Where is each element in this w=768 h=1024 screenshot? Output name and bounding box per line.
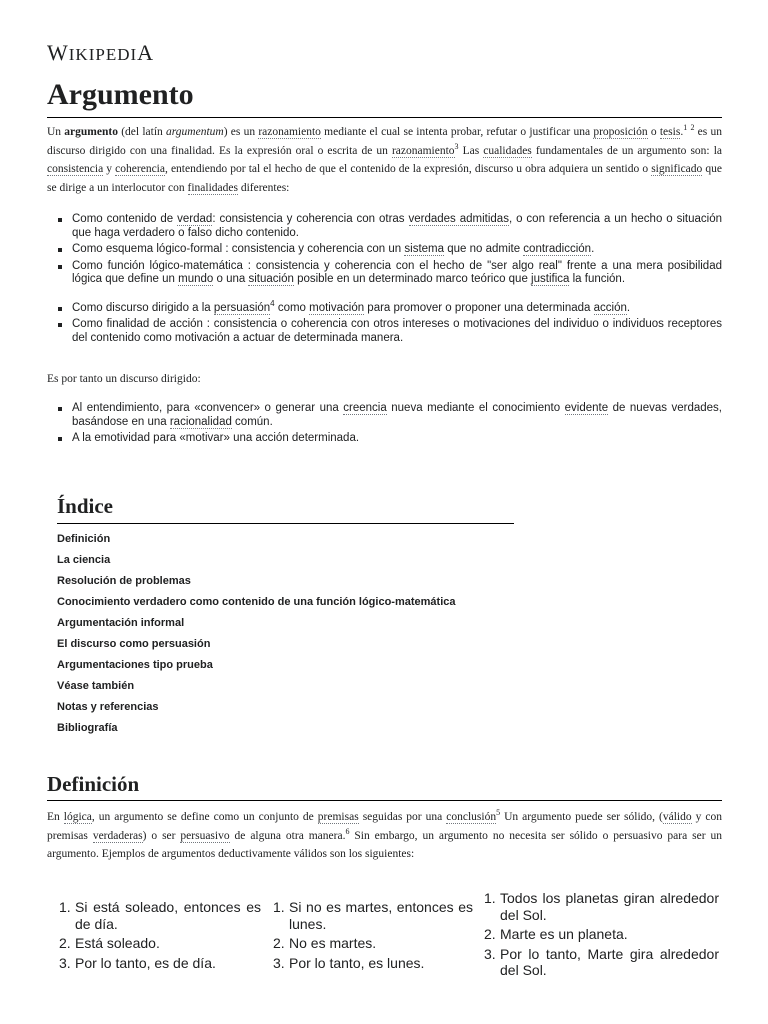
link-creencia[interactable]: creencia <box>343 402 387 414</box>
ref-6[interactable]: 6 <box>345 826 350 836</box>
page-title: Argumento <box>47 78 194 111</box>
list-item: Como contenido de verdad: consistencia y coherencia con otras verdades admitidas, o con referencia a un hecho o situación que haga verdadero o falso dicho contenido. <box>72 213 722 239</box>
ref-1[interactable]: 1 <box>683 123 688 132</box>
definicion-paragraph: En lógica, un argumento se define como un conjunto de premisas seguidas por una conclusión$^5$ Un argumento puede ser sólido, (válido y con premisas verdaderas) o ser persuasivo de alguna otra manera.$^6$ Sin embargo, un argumento no necesita ser sólido o persuasivo para ser un argumento. Ejemplos de argumentos deductivamente válidos son los siguientes: <box>47 808 722 860</box>
link-conclusion[interactable]: conclusión <box>446 811 497 823</box>
list-item: 1. Todos los planetas giran alrededor del Sol. <box>484 890 719 923</box>
list-item: Como esquema lógico-formal : consistencia y coherencia con un sistema que no admite contradicción. <box>72 243 722 257</box>
toc-item-discurso-persuasion[interactable]: El discurso como persuasión <box>57 638 211 650</box>
link-coherencia[interactable]: coherencia <box>115 163 165 175</box>
ref-4[interactable]: 4 <box>270 298 275 308</box>
wikipedia-logo[interactable]: WIKIPEDIA <box>47 40 155 65</box>
section-title-definicion: Definición <box>47 772 140 796</box>
toc-item-argumentacion-informal[interactable]: Argumentación informal <box>57 617 185 629</box>
link-contradiccion[interactable]: contradicción <box>523 243 592 255</box>
list-item: 3. Por lo tanto, es lunes. <box>273 954 425 971</box>
link-persuasion[interactable]: persuasión <box>213 301 271 314</box>
toc-item-bibliografia[interactable]: Bibliografía <box>57 722 118 734</box>
list-item: A la emotividad para «motivar» una acción determinada. <box>72 432 722 446</box>
link-situacion[interactable]: situación <box>248 273 294 285</box>
argument-qualities-list <box>72 213 722 345</box>
link-evidente[interactable]: evidente <box>564 402 609 414</box>
toc-item-argumentaciones-prueba[interactable]: Argumentaciones tipo prueba <box>57 659 213 671</box>
link-justifica[interactable]: justifica <box>531 273 570 285</box>
toc-item-conocimiento[interactable]: Conocimiento verdadero como contenido de una función lógico-matemática <box>57 596 456 608</box>
link-razonamiento-2[interactable]: razonamiento <box>391 144 455 157</box>
link-accion[interactable]: acción <box>593 301 627 314</box>
link-proposicion[interactable]: proposición <box>593 126 648 138</box>
link-verdad[interactable]: verdad <box>177 213 213 225</box>
example-column-3 <box>484 890 719 982</box>
list-item: Como función lógico-matemática : consistencia y coherencia con el hecho de "ser algo real" frente a una mera posibilidad lógica que define un mundo o una situación posible en un determinado marco teórico que justifica la función. <box>72 259 722 285</box>
toc-title: Índice <box>57 494 114 518</box>
list-item: 3. Por lo tanto, Marte gira alrededor del Sol. <box>484 945 719 978</box>
link-racionalidad[interactable]: racionalidad <box>169 415 232 428</box>
link-cualidades[interactable]: cualidades <box>483 144 532 157</box>
ref-5[interactable]: 5 <box>496 808 501 817</box>
table-of-contents <box>57 494 514 742</box>
toc-item-notas[interactable]: Notas y referencias <box>57 701 159 713</box>
link-sistema[interactable]: sistema <box>404 243 445 255</box>
discourse-paragraph: Es por tanto un discurso dirigido: <box>47 373 201 385</box>
link-motivacion[interactable]: motivación <box>309 301 365 314</box>
list-item: 2. No es martes. <box>273 935 377 951</box>
list-item: Como discurso dirigido a la persuasión$^4$ como motivación para promover o proponer una determinada acción. <box>72 302 722 316</box>
list-item: 3. Por lo tanto, es de día. <box>59 954 216 971</box>
link-verdades-admitidas[interactable]: verdades admitidas <box>408 213 509 225</box>
toc-divider <box>57 523 514 524</box>
discourse-list <box>72 402 722 446</box>
link-mundo[interactable]: mundo <box>178 273 214 285</box>
toc-item-la-ciencia[interactable]: La ciencia <box>57 554 111 566</box>
list-item: 1. Si está soleado, entonces es de día. <box>59 899 261 932</box>
ref-3[interactable]: 3 <box>454 141 459 151</box>
link-verdaderas[interactable]: verdaderas <box>92 829 143 842</box>
link-tesis[interactable]: tesis <box>659 126 681 138</box>
toc-list <box>57 532 514 742</box>
list-item: Al entendimiento, para «convencer» o generar una creencia nueva mediante el conocimiento evidente de nuevas verdades, basándose en una racionalidad común. <box>72 402 722 428</box>
link-logica[interactable]: lógica <box>63 811 92 823</box>
list-item: 1. Si no es martes, entonces es lunes. <box>273 899 473 932</box>
title-divider <box>47 117 722 118</box>
ref-2[interactable]: 2 <box>690 123 695 132</box>
toc-item-vease-tambien[interactable]: Véase también <box>57 680 135 692</box>
list-item: 2. Está soleado. <box>59 935 160 951</box>
toc-item-resolucion[interactable]: Resolución de problemas <box>57 575 191 587</box>
section-divider <box>47 800 722 801</box>
toc-item-definicion[interactable]: Definición <box>57 533 111 545</box>
link-consistencia[interactable]: consistencia <box>47 163 104 175</box>
link-razonamiento[interactable]: razonamiento <box>258 126 321 138</box>
link-persuasivo[interactable]: persuasivo <box>180 829 230 842</box>
list-item: 2. Marte es un planeta. <box>484 926 628 942</box>
link-significado[interactable]: significado <box>651 163 703 175</box>
example-column-2 <box>273 899 473 974</box>
link-valido[interactable]: válido <box>662 811 692 823</box>
intro-paragraph: Un argumento (del latín argumentum) es un razonamiento mediante el cual se intenta probar, refutar o justificar una proposición o tesis.$^1$ $^2$ es un discurso dirigido con una finalidad. Es la expresión oral o escrita de un razonamiento$^3$ Las cualidades fundamentales de un argumento son: la consistencia y coherencia, entendiendo por tal el hecho de que el contenido de la expresión, discurso u obra adquiera un sentido o significado que se dirige a un interlocutor con finalidades diferentes: <box>47 123 723 194</box>
link-finalidades[interactable]: finalidades <box>187 181 238 194</box>
link-premisas[interactable]: premisas <box>317 811 359 823</box>
list-item: Como finalidad de acción : consistencia o coherencia con otros intereses o motivaciones del individuo o individuos receptores del contenido como motivación a actuar de determinada manera. <box>72 318 722 344</box>
example-column-1 <box>59 899 261 974</box>
